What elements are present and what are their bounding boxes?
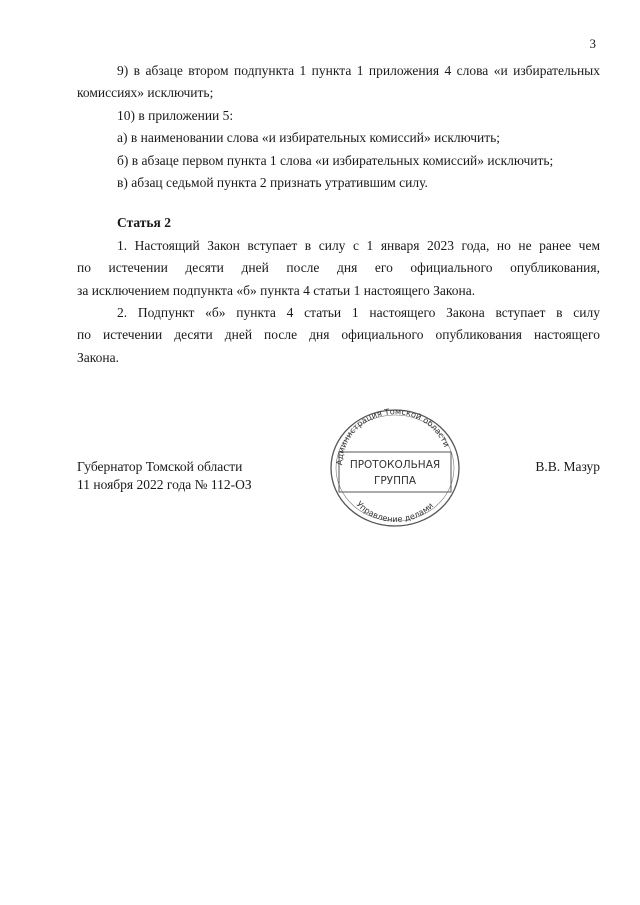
paragraph-9-line-2: комиссиях» исключить; — [77, 85, 214, 101]
paragraph-a: а) в наименовании слова «и избирательных комиссий» исключить; — [117, 130, 501, 146]
seal-center-line-2: ГРУППА — [373, 475, 417, 487]
law-date-number: 11 ноября 2022 года № 112-ОЗ — [77, 477, 252, 492]
signature-block — [77, 458, 252, 494]
page-number: 3 — [589, 36, 596, 51]
paragraph-b: б) в абзаце первом пункта 1 слова «и избирательных комиссий» исключить; — [117, 152, 554, 168]
paragraph-10: 10) в приложении 5: — [117, 107, 234, 123]
seal-top-arc-text: Администрация Томской области — [334, 406, 453, 466]
seal-bottom-arc-text: Управление делами — [354, 498, 435, 525]
signatory-name: В.В. Мазур — [535, 459, 600, 474]
article-2-item-2-line-1: 2. Подпункт «б» пункта 4 статьи 1 настоящего Закона вступает в силу — [117, 305, 600, 321]
article-2-item-1-line-1: 1. Настоящий Закон вступает в силу с 1 января 2023 года, но не ранее чем — [117, 237, 600, 253]
article-2-item-1-line-2: по истечении десяти дней после дня его официального опубликования, — [77, 260, 600, 276]
document-body — [77, 60, 600, 369]
article-2-item-2-line-2: по истечении десяти дней после дня официального опубликования настоящего — [77, 327, 600, 343]
official-seal-stamp — [326, 406, 464, 530]
paragraph-c: в) абзац седьмой пункта 2 признать утратившим силу. — [117, 175, 428, 191]
article-2-item-2-line-3: Закона. — [77, 349, 119, 365]
paragraph-9-line-1: 9) в абзаце втором подпункта 1 пункта 1 приложения 4 слова «и избирательных — [117, 63, 600, 78]
signatory-position: Губернатор Томской области — [77, 459, 243, 474]
article-2-item-1-line-3: за исключением подпункта «б» пункта 4 статьи 1 настоящего Закона. — [77, 282, 476, 298]
article-2-heading: Статья 2 — [117, 215, 171, 231]
seal-center-line-1: ПРОТОКОЛЬНАЯ — [349, 459, 441, 471]
